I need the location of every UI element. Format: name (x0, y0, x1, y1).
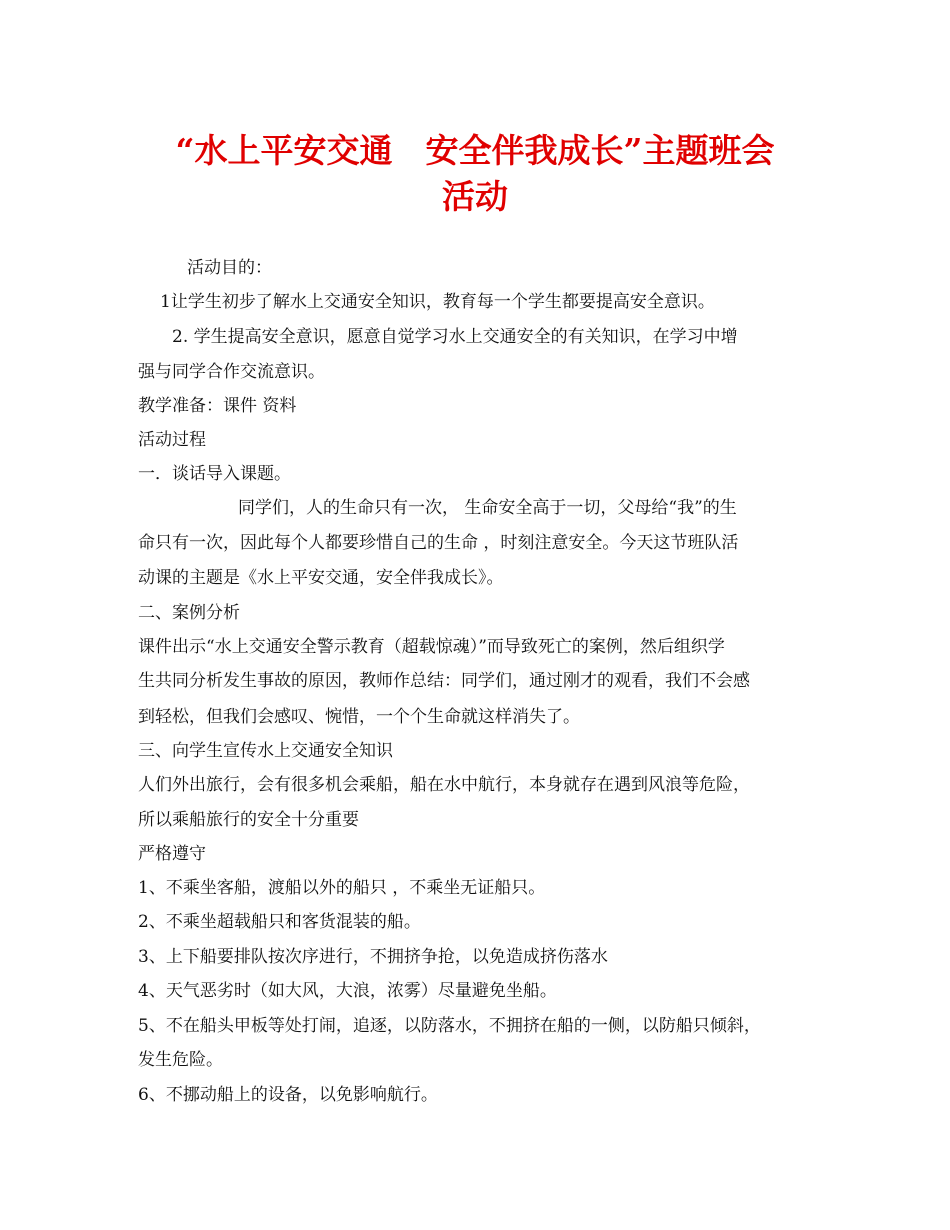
section-1-heading: 一．谈话导入课题。 (138, 464, 291, 484)
title-line-2: 活动 (442, 177, 508, 216)
rule-1: 1、不乘坐客船，渡船以外的船只 ，不乘坐无证船只。 (138, 878, 546, 898)
purpose-item-2-cont: 强与同学合作交流意识。 (138, 362, 325, 382)
title-line-1: “水上平安交通 安全伴我成长”主题班会 (175, 131, 775, 170)
rules-heading: 严格遵守 (138, 844, 206, 864)
section-3-para-line-1: 人们外出旅行，会有很多机会乘船，船在水中航行，本身就存在遇到风浪等危险， (138, 775, 750, 795)
section-1-para-line-1: 同学们，人的生命只有一次， 生命安全高于一切，父母给“我”的生 (238, 498, 737, 518)
purpose-item-1: 1让学生初步了解水上交通安全知识，教育每一个学生都要提高安全意识。 (160, 292, 715, 312)
preparation-line: 教学准备：课件 资料 (138, 396, 297, 416)
section-2-heading: 二、案例分析 (138, 603, 240, 623)
purpose-heading: 活动目的： (187, 258, 272, 278)
section-2-para-line-1: 课件出示“水上交通安全警示教育（超载惊魂）”而导致死亡的案例，然后组织学 (138, 637, 725, 657)
section-2-para-line-3: 到轻松，但我们会感叹、惋惜，一个个生命就这样消失了。 (138, 707, 580, 727)
section-1-para-line-2: 命只有一次，因此每个人都要珍惜自己的生命 ，时刻注意安全。今天这节班队活 (138, 533, 739, 553)
rule-5: 5、不在船头甲板等处打闹，追逐，以防落水，不拥挤在船的一侧，以防船只倾斜， (138, 1016, 761, 1036)
rule-4: 4、天气恶劣时（如大风，大浪，浓雾）尽量避免坐船。 (138, 981, 557, 1001)
rule-2: 2、不乘坐超载船只和客货混装的船。 (138, 912, 421, 932)
section-3-para-line-2: 所以乘船旅行的安全十分重要 (138, 810, 359, 830)
rule-6: 6、不挪动船上的设备，以免影响航行。 (138, 1085, 438, 1105)
section-3-heading: 三、向学生宣传水上交通安全知识 (138, 741, 393, 761)
purpose-item-2: 2. 学生提高安全意识，愿意自觉学习水上交通安全的有关知识，在学习中增 (172, 327, 738, 347)
rule-3: 3、上下船要排队按次序进行，不拥挤争抢，以免造成挤伤落水 (138, 947, 608, 967)
section-2-para-line-2: 生共同分析发生事故的原因，教师作总结：同学们，通过刚才的观看，我们不会感 (138, 671, 750, 691)
process-heading: 活动过程 (138, 430, 206, 450)
section-1-para-line-3: 动课的主题是《水上平安交通，安全伴我成长》。 (138, 568, 504, 588)
rule-5-cont: 发生危险。 (138, 1050, 223, 1070)
